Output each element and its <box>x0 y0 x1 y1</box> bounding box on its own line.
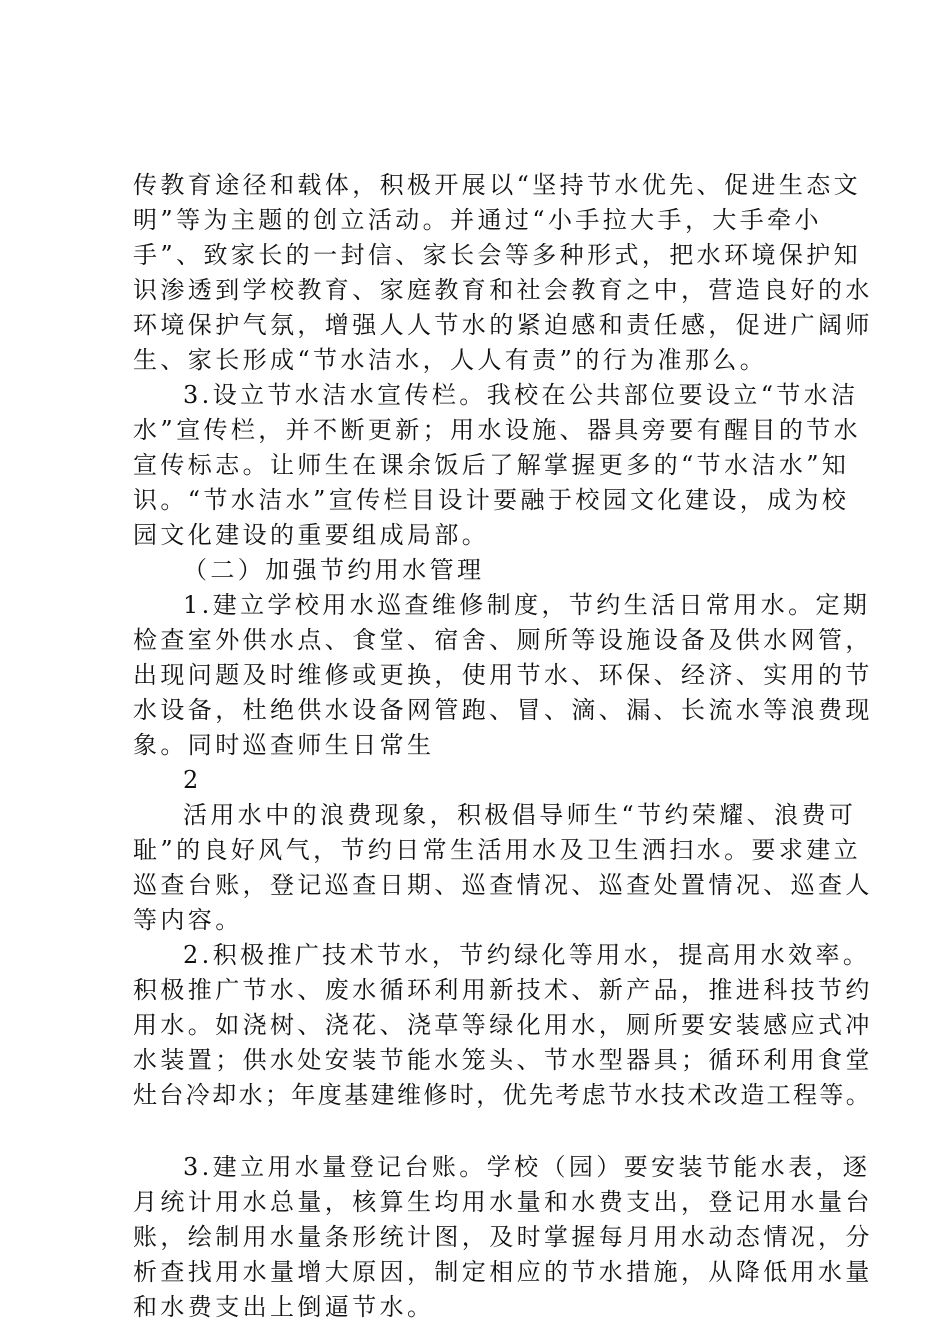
paragraph-first-line: 2.积极推广技术节水，节约绿化等用水，提高用水效率。 <box>183 941 871 969</box>
page-number: 2 <box>183 766 202 794</box>
section-heading: （二）加强节约用水管理 <box>183 556 485 584</box>
text-line: 月统计用水总量，核算生均用水量和水费支出，登记用水量台 <box>133 1188 873 1216</box>
text-line: 析查找用水量增大原因，制定相应的节水措施，从降低用水量 <box>133 1258 873 1286</box>
text-line: 等内容。 <box>133 906 243 934</box>
paragraph-first-line: 3.建立用水量登记台账。学校（园）要安装节能水表，逐 <box>183 1153 871 1181</box>
paragraph-first-line: 3.设立节水洁水宣传栏。我校在公共部位要设立“节水洁 <box>183 381 859 409</box>
text-line: 水”宣传栏，并不断更新；用水设施、器具旁要有醒目的节水 <box>133 416 862 444</box>
paragraph-first-line: 活用水中的浪费现象，积极倡导师生“节约荣耀、浪费可 <box>183 801 857 829</box>
text-line: 账，绘制用水量条形统计图，及时掌握每月用水动态情况，分 <box>133 1223 873 1251</box>
text-line: 用水。如浇树、浇花、浇草等绿化用水，厕所要安装感应式冲 <box>133 1011 873 1039</box>
text-line: 传教育途径和载体，积极开展以“坚持节水优先、促进生态文 <box>133 171 862 199</box>
text-line: 和水费支出上倒逼节水。 <box>133 1293 435 1321</box>
text-line: 耻”的良好风气，节约日常生活用水及卫生洒扫水。要求建立 <box>133 836 862 864</box>
text-line: 生、家长形成“节水洁水，人人有责”的行为准那么。 <box>133 346 768 374</box>
text-line: 宣传标志。让师生在课余饭后了解掌握更多的“节水洁水”知 <box>133 451 850 479</box>
text-line: 巡查台账，登记巡查日期、巡查情况、巡查处置情况、巡查人 <box>133 871 873 899</box>
text-line: 园文化建设的重要组成局部。 <box>133 521 490 549</box>
text-line: 识渗透到学校教育、家庭教育和社会教育之中，营造良好的水 <box>133 276 873 304</box>
text-line: 出现问题及时维修或更换，使用节水、环保、经济、实用的节 <box>133 661 873 689</box>
text-line: 积极推广节水、废水循环利用新技术、新产品，推进科技节约 <box>133 976 873 1004</box>
text-line: 明”等为主题的创立活动。并通过“小手拉大手，大手牵小 <box>133 206 822 234</box>
text-line: 手”、致家长的一封信、家长会等多种形式，把水环境保护知 <box>133 241 862 269</box>
text-line: 环境保护气氛，增强人人节水的紧迫感和责任感，促进广阔师 <box>133 311 873 339</box>
text-line: 识。“节水洁水”宣传栏目设计要融于校园文化建设，成为校 <box>133 486 850 514</box>
text-line: 水设备，杜绝供水设备网管跑、冒、滴、漏、长流水等浪费现 <box>133 696 873 724</box>
paragraph-first-line: 1.建立学校用水巡查维修制度，节约生活日常用水。定期 <box>183 591 871 619</box>
text-line: 检查室外供水点、食堂、宿舍、厕所等设施设备及供水网管， <box>133 626 873 654</box>
text-line: 象。同时巡查师生日常生 <box>133 731 435 759</box>
text-line: 水装置；供水处安装节能水笼头、节水型器具；循环利用食堂 <box>133 1046 873 1074</box>
text-line: 灶台冷却水；年度基建维修时，优先考虑节水技术改造工程等。 <box>133 1081 873 1109</box>
